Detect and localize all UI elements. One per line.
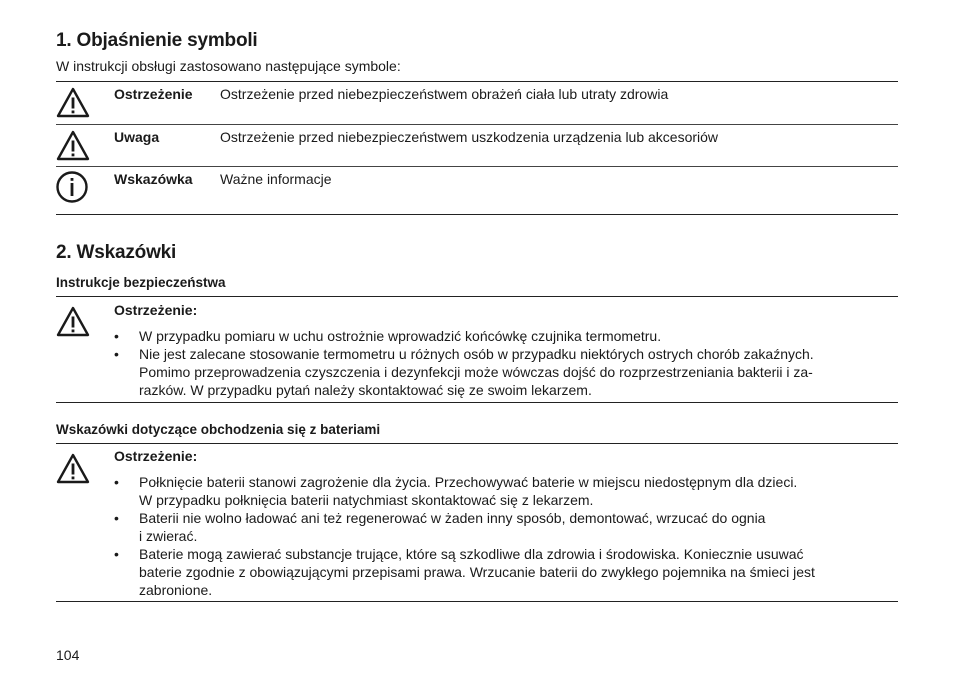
- symbol-term-warning: Ostrzeżenie: [114, 86, 193, 102]
- page-number: 104: [56, 647, 80, 663]
- warning-triangle-icon: [56, 86, 90, 120]
- warning-triangle-icon: [56, 452, 90, 486]
- bullet-dot: •: [114, 346, 119, 362]
- bullet-dot: •: [114, 328, 119, 344]
- bullet-line: W przypadku pomiaru w uchu ostrożnie wprowadzić końcówkę czujnika termometru.: [139, 328, 662, 344]
- batteries-warning-label: Ostrzeżenie:: [114, 448, 198, 464]
- bullet-line: i zwierać.: [139, 528, 198, 544]
- bullet-line: Baterii nie wolno ładować ani też regenerować w żaden inny sposób, demontować, wrzucać do ognia: [139, 510, 766, 526]
- batteries-bottom-rule: [56, 601, 898, 602]
- warning-triangle-icon: [56, 129, 90, 163]
- bullet-line: razków. W przypadku pytań należy skontaktować się ze swoim lekarzem.: [139, 382, 592, 398]
- symbol-desc-caution: Ostrzeżenie przed niebezpieczeństwem uszkodzenia urządzenia lub akcesoriów: [220, 129, 719, 145]
- list-item: [114, 473, 894, 509]
- list-item: [114, 509, 894, 545]
- bullet-line: Połknięcie baterii stanowi zagrożenie dla życia. Przechowywać baterie w miejscu niedostępnym dla dzieci.: [139, 474, 798, 490]
- table-bottom-rule: [56, 214, 898, 215]
- list-item: [114, 327, 894, 345]
- table-top-rule: [56, 81, 898, 82]
- list-item: [114, 545, 894, 599]
- batteries-subheading: Wskazówki dotyczące obchodzenia się z bateriami: [56, 422, 381, 437]
- safety-warning-label: Ostrzeżenie:: [114, 302, 198, 318]
- section2-heading: 2. Wskazówki: [56, 242, 177, 263]
- table-row-rule: [56, 124, 898, 125]
- table-row-rule: [56, 166, 898, 167]
- bullet-line: W przypadku połknięcia baterii natychmiast skontaktować się z lekarzem.: [139, 492, 594, 508]
- safety-top-rule: [56, 296, 898, 297]
- info-circle-icon: [55, 170, 89, 204]
- bullet-line: Baterie mogą zawierać substancje trujące, które są szkodliwe dla zdrowia i środowiska. Koniecznie usuwać: [139, 546, 804, 562]
- symbol-desc-warning: Ostrzeżenie przed niebezpieczeństwem obrażeń ciała lub utraty zdrowia: [220, 86, 669, 102]
- batteries-top-rule: [56, 443, 898, 444]
- bullet-line: Pomimo przeprowadzenia czyszczenia i dezynfekcji może wówczas dojść do rozprzestrzeniania bakterii i za-: [139, 364, 813, 380]
- safety-bullet-list: [114, 327, 894, 399]
- bullet-dot: •: [114, 474, 119, 490]
- bullet-line: Nie jest zalecane stosowanie termometru u różnych osób w przypadku niektórych ostrych chorób zakaźnych.: [139, 346, 814, 362]
- symbol-term-note: Wskazówka: [114, 171, 193, 187]
- section1-heading: 1. Objaśnienie symboli: [56, 30, 258, 51]
- bullet-dot: •: [114, 510, 119, 526]
- bullet-line: zabronione.: [139, 582, 213, 598]
- warning-triangle-icon: [56, 305, 90, 339]
- bullet-dot: •: [114, 546, 119, 562]
- symbol-term-caution: Uwaga: [114, 129, 160, 145]
- list-item: [114, 345, 894, 399]
- section1-intro: W instrukcji obsługi zastosowano następujące symbole:: [56, 58, 401, 74]
- batteries-bullet-list: [114, 473, 894, 599]
- symbol-desc-note: Ważne informacje: [220, 171, 332, 187]
- bullet-line: baterie zgodnie z obowiązującymi przepisami prawa. Wrzucanie baterii do zwykłego pojemnika na śmieci jest: [139, 564, 815, 580]
- safety-bottom-rule: [56, 402, 898, 403]
- safety-subheading: Instrukcje bezpieczeństwa: [56, 275, 226, 290]
